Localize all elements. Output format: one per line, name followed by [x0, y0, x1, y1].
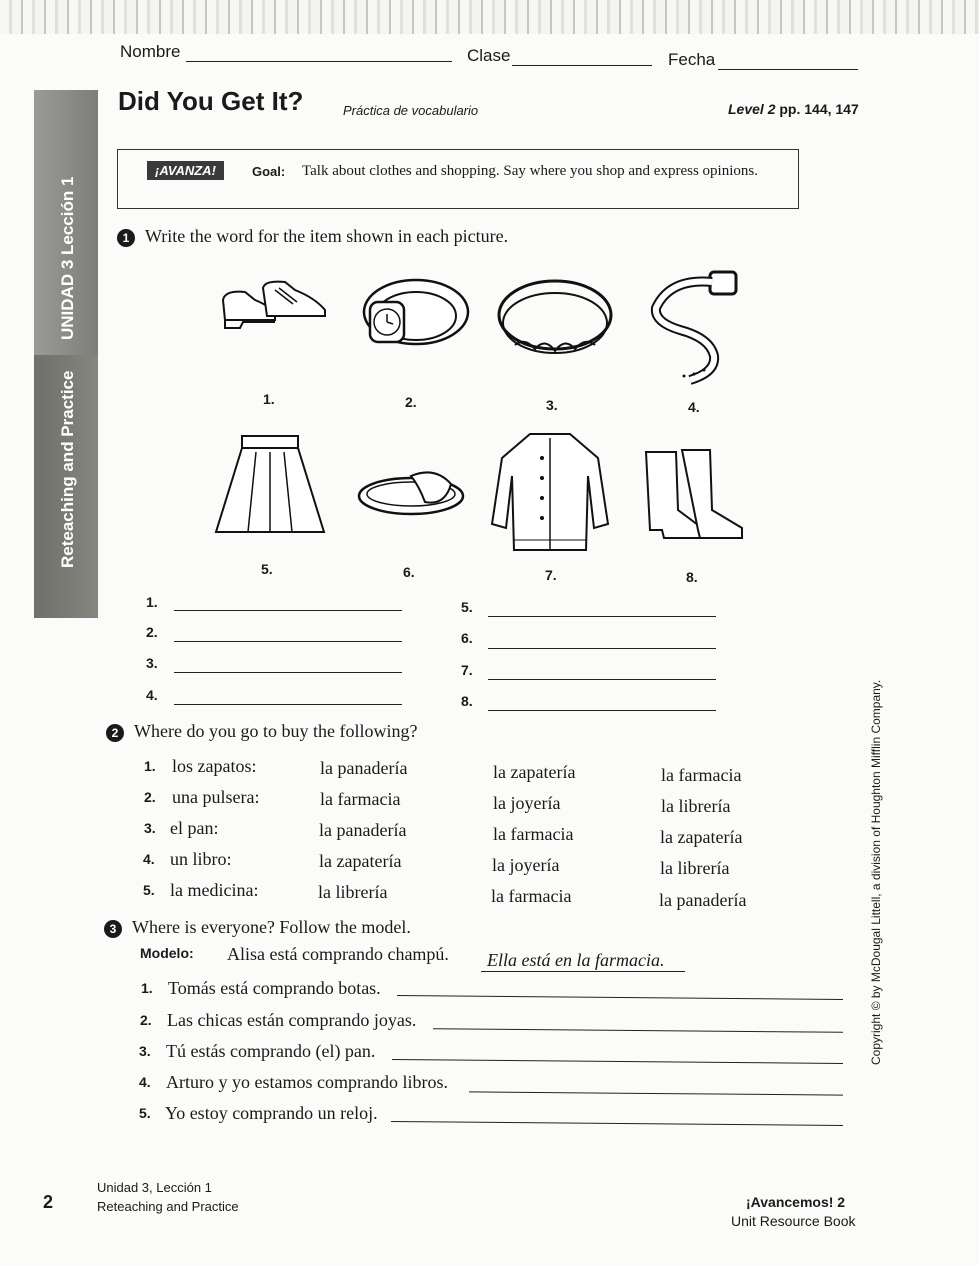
- section1-heading: [117, 226, 508, 247]
- item-line-4[interactable]: [469, 1090, 843, 1095]
- item-num-5: 5.: [139, 1105, 151, 1121]
- option-4c[interactable]: la librería: [660, 858, 730, 878]
- footer-book-title: ¡Avancemos! 2: [746, 1194, 846, 1210]
- row-num-2: 2.: [144, 789, 156, 805]
- picture-label-7: 7.: [545, 567, 557, 583]
- sweater-icon: [488, 428, 612, 556]
- row-item-4: un libro:: [170, 849, 232, 869]
- answer-num-4: 4.: [146, 687, 158, 703]
- page-title: Did You Get It?: [118, 86, 304, 116]
- level-ref: [728, 101, 859, 117]
- watch-icon: [358, 272, 474, 358]
- footer-unit: Unidad 3, Lección 1: [97, 1180, 212, 1195]
- sandal-icon: [355, 462, 467, 518]
- item-line-1[interactable]: [397, 994, 843, 1000]
- option-2b[interactable]: la joyería: [493, 793, 561, 813]
- answer-line-5[interactable]: [488, 615, 716, 617]
- answer-line-8[interactable]: [488, 709, 716, 711]
- copyright-notice: Copyright © by McDougal Littell, a division of Houghton Mifflin Company.: [869, 679, 883, 1065]
- option-5b[interactable]: la farmacia: [491, 886, 572, 906]
- fecha-label: Fecha: [668, 50, 716, 69]
- picture-label-3: 3.: [546, 397, 558, 413]
- row-num-5: 5.: [143, 882, 155, 898]
- fecha-field[interactable]: [718, 68, 858, 70]
- option-3a[interactable]: la panadería: [319, 820, 407, 840]
- picture-label-1: 1.: [263, 391, 275, 407]
- item-line-3[interactable]: [392, 1058, 843, 1064]
- option-5c[interactable]: la panadería: [659, 890, 747, 910]
- answer-line-6[interactable]: [488, 647, 716, 649]
- answer-num-8: 8.: [461, 693, 473, 709]
- clase-label: Clase: [467, 46, 511, 65]
- answer-num-6: 6.: [461, 630, 473, 646]
- option-2c[interactable]: la librería: [661, 796, 731, 816]
- option-5a[interactable]: la librería: [318, 882, 388, 902]
- answer-line-1[interactable]: [174, 609, 402, 611]
- answer-num-2: 2.: [146, 624, 158, 640]
- shoes-icon: [215, 270, 335, 340]
- nombre-label: Nombre: [120, 42, 181, 61]
- answer-num-5: 5.: [461, 599, 473, 615]
- row-item-5: la medicina:: [170, 880, 259, 900]
- footer-book-sub: Unit Resource Book: [731, 1213, 856, 1229]
- model-label: Modelo:: [140, 945, 194, 961]
- nombre-field[interactable]: [186, 60, 452, 62]
- item-num-1: 1.: [141, 980, 153, 996]
- footer-section: Reteaching and Practice: [97, 1199, 239, 1214]
- item-text-1: Tomás está comprando botas.: [168, 978, 381, 998]
- answer-line-2[interactable]: [174, 640, 402, 642]
- section3-instruction: Where is everyone? Follow the model.: [132, 917, 411, 937]
- item-text-4: Arturo y yo estamos comprando libros.: [166, 1072, 448, 1092]
- row-num-4: 4.: [143, 851, 155, 867]
- sidebar-unit: UNIDAD 3 Lección 1: [58, 176, 77, 340]
- answer-num-3: 3.: [146, 655, 158, 671]
- item-line-2[interactable]: [433, 1027, 843, 1033]
- model-text: Alisa está comprando champú.: [227, 944, 449, 964]
- skirt-icon: [212, 432, 328, 540]
- item-text-2: Las chicas están comprando joyas.: [167, 1010, 417, 1030]
- section3-heading: [104, 917, 411, 938]
- section2-heading: [106, 721, 417, 742]
- section1-number: 1: [117, 229, 135, 247]
- picture-label-4: 4.: [688, 399, 700, 415]
- answer-line-3[interactable]: [174, 671, 402, 673]
- answer-line-7[interactable]: [488, 678, 716, 680]
- goal-label: Goal:: [252, 164, 286, 179]
- picture-label-6: 6.: [403, 564, 415, 580]
- item-line-5[interactable]: [391, 1120, 843, 1126]
- section1-instruction: Write the word for the item shown in each picture.: [145, 226, 509, 246]
- option-3b[interactable]: la farmacia: [493, 824, 574, 844]
- option-1b[interactable]: la zapatería: [493, 762, 576, 782]
- item-num-4: 4.: [139, 1074, 151, 1090]
- option-1c[interactable]: la farmacia: [661, 765, 742, 785]
- belt-icon: [650, 268, 746, 388]
- avanza-badge: ¡AVANZA!: [147, 161, 224, 180]
- row-item-3: el pan:: [170, 818, 219, 838]
- page-number: 2: [43, 1192, 54, 1212]
- level-pages: pp. 144, 147: [779, 101, 859, 117]
- answer-num-7: 7.: [461, 662, 473, 678]
- option-4a[interactable]: la zapatería: [319, 851, 402, 871]
- bracelet-icon: [495, 275, 615, 365]
- picture-label-8: 8.: [686, 569, 698, 585]
- goal-box: [117, 149, 799, 209]
- picture-label-5: 5.: [261, 561, 273, 577]
- page-subtitle: Práctica de vocabulario: [343, 103, 479, 118]
- section3-number: 3: [104, 920, 122, 938]
- item-num-3: 3.: [139, 1043, 151, 1059]
- goal-text: Talk about clothes and shopping. Say where you shop and express opinions.: [302, 163, 758, 179]
- row-item-2: una pulsera:: [172, 787, 260, 807]
- level-prefix: Level 2: [728, 101, 776, 117]
- option-2a[interactable]: la farmacia: [320, 789, 401, 809]
- answer-line-4[interactable]: [174, 703, 402, 705]
- model-answer: Ella está en la farmacia.: [481, 950, 685, 972]
- answer-num-1: 1.: [146, 594, 158, 610]
- sidebar-tab: [34, 90, 98, 618]
- section2-number: 2: [106, 724, 124, 742]
- option-1a[interactable]: la panadería: [320, 758, 408, 778]
- picture-label-2: 2.: [405, 394, 417, 410]
- clase-field[interactable]: [512, 64, 652, 66]
- section2-instruction: Where do you go to buy the following?: [134, 721, 418, 741]
- top-scan-band: [0, 0, 979, 34]
- option-4b[interactable]: la joyería: [492, 855, 560, 875]
- item-text-5: Yo estoy comprando un reloj.: [165, 1103, 378, 1123]
- option-3c[interactable]: la zapatería: [660, 827, 743, 847]
- boots-icon: [642, 446, 750, 546]
- row-item-1: los zapatos:: [172, 756, 257, 776]
- item-num-2: 2.: [140, 1012, 152, 1028]
- item-text-3: Tú estás comprando (el) pan.: [166, 1041, 376, 1061]
- row-num-3: 3.: [144, 820, 156, 836]
- row-num-1: 1.: [144, 758, 156, 774]
- sidebar-section: Reteaching and Practice: [58, 370, 77, 568]
